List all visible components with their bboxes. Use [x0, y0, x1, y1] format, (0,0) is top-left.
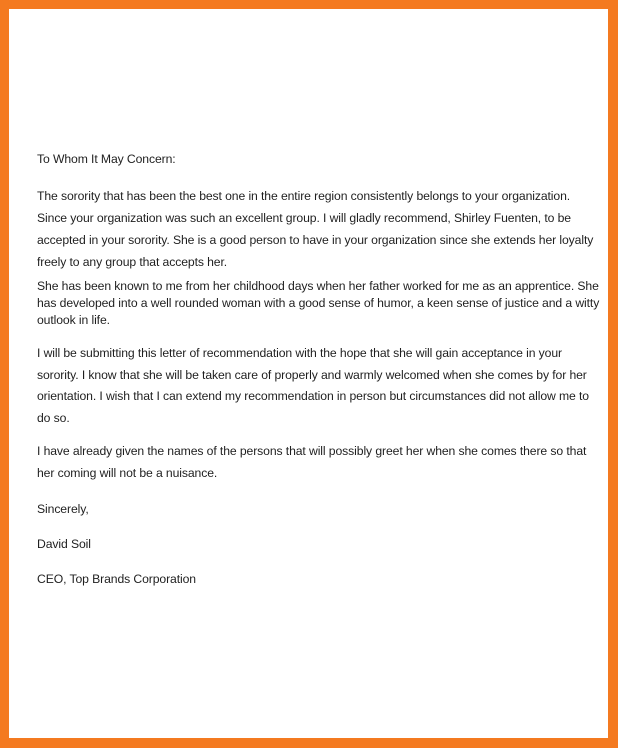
recommendation-letter [37, 151, 600, 587]
paragraph-names: I have already given the names of the persons that will possibly greet her when she comes there so that her coming will not be a nuisance. [37, 444, 587, 480]
closing: Sincerely, [37, 502, 89, 516]
letter-page [9, 9, 608, 738]
signature-title: CEO, Top Brands Corporation [37, 572, 196, 586]
paragraph-hope: I will be submitting this letter of recommendation with the hope that she will gain acceptance in your sorority. I know that she will be taken care of properly and warmly welcomed when she comes by for her orientation. I wish that I can extend my recommendation in person but circumstances did not allow me to do so. [37, 346, 589, 425]
signature-name: David Soil [37, 537, 91, 551]
paragraph-intro: The sorority that has been the best one in the entire region consistently belongs to your organization. Since your organization was such an excellent group. I will gladly recommend, Shirley Fuenten, to be accepted in your sorority. She is a good person to have in your organization since she extends her loyalty freely to any group that accepts her. [37, 189, 594, 269]
salutation: To Whom It May Concern: [37, 152, 176, 166]
paragraph-background: She has been known to me from her childhood days when her father worked for me as an apprentice. She has developed into a well rounded woman with a good sense of humor, a keen sense of justice and a witty outlook in life. [37, 279, 600, 327]
